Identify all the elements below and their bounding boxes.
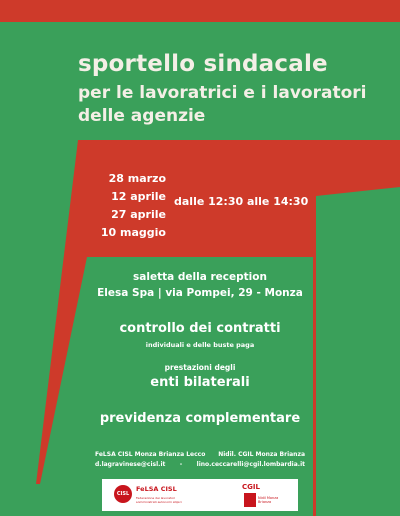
info-card <box>87 257 313 516</box>
felsa-logo-text: FeLSA CISL <box>136 485 177 493</box>
cisl-logo-icon: CISL <box>114 485 132 503</box>
subtitle-line-1: per le lavoratrici e i lavoratori <box>78 83 367 103</box>
nidil-email[interactable]: lino.ceccarelli@cgil.lombardia.it <box>196 461 305 468</box>
page-title: sportello sindacale <box>78 51 328 77</box>
top-red-band <box>0 0 400 22</box>
logos-panel <box>102 479 298 511</box>
location-room: saletta della reception <box>133 271 267 283</box>
service-pension: previdenza complementare <box>99 411 301 426</box>
date-item: 10 maggio <box>100 226 166 239</box>
felsa-logo-tagline: Federazione dei lavoratori somministrati autonomi atipici <box>136 496 182 504</box>
flag-icon <box>244 493 256 507</box>
service-bilateral: enti bilaterali <box>150 375 250 390</box>
hours: dalle 12:30 alle 14:30 <box>174 195 309 208</box>
felsa-org-name: FeLSA CISL Monza Brianza Lecco <box>95 451 206 458</box>
cgil-logo <box>242 483 279 509</box>
header <box>78 50 366 128</box>
location-address: Elesa Spa | via Pompei, 29 - Monza <box>97 287 303 299</box>
service-contracts-detail: individuali e delle buste paga <box>145 341 255 349</box>
dates-list <box>96 170 166 242</box>
date-item: 27 aprile <box>111 208 166 221</box>
email-separator: - <box>179 461 183 468</box>
service-bilateral-prefix: prestazioni degli <box>164 363 236 372</box>
date-item: 28 marzo <box>108 172 166 185</box>
date-item: 12 aprile <box>111 190 166 203</box>
location <box>87 269 313 301</box>
service-contracts: controllo dei contratti <box>119 321 281 336</box>
cgil-logo-tagline: Nidil Monza Brianza <box>258 496 279 504</box>
nidil-org-name: Nidil. CGIL Monza Brianza <box>218 451 305 458</box>
cgil-logo-text: CGIL <box>242 483 260 491</box>
subtitle-line-2: delle agenzie <box>78 106 206 126</box>
felsa-email[interactable]: d.lagravinese@cisl.it <box>95 461 166 468</box>
contacts <box>95 450 305 470</box>
